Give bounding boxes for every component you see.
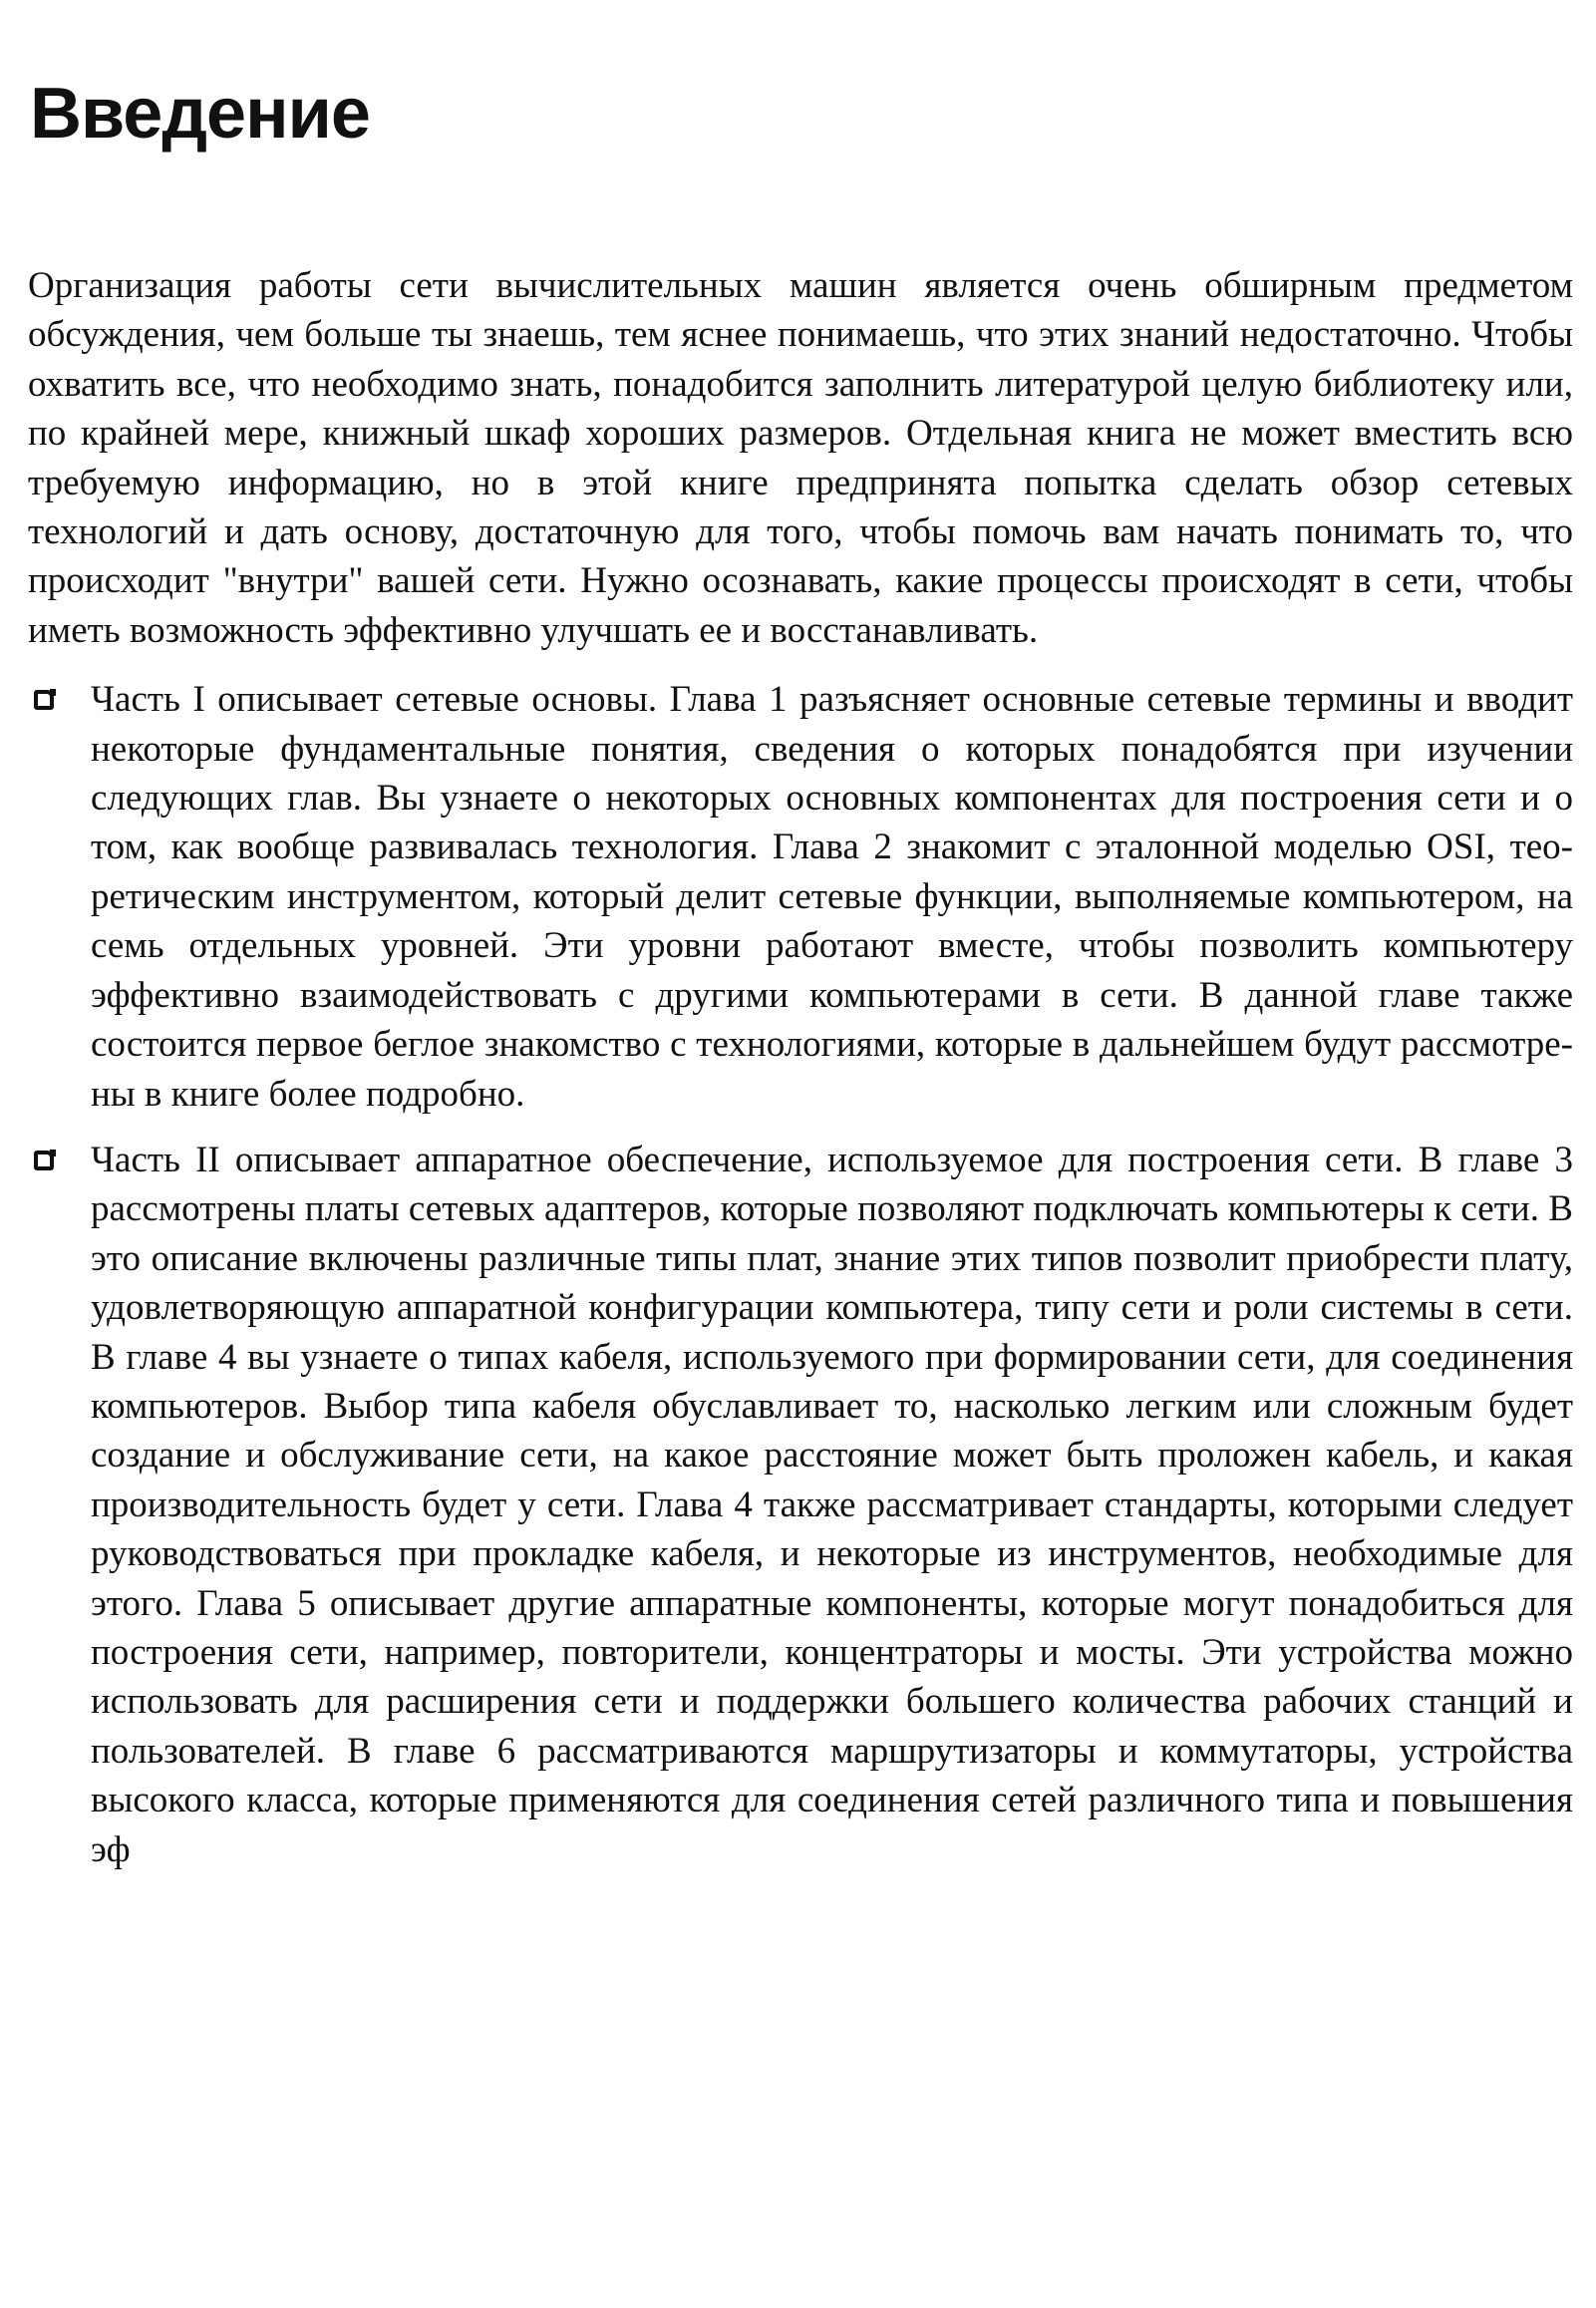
bullet-text: Часть II описывает аппаратное обеспечение, используемое для построения сети. В главе 3 рассмотрены платы сетевых адаптеров, которые позволяют подключать компьютеры к сети. В это описание включены различные типы плат, знание этих типов позволит приобрести плату, удовлетворяющую аппаратной конфигурации компьютера, типу сети и роли системы в сети. В главе 4 вы узнаете о типах кабеля, используемого при формировании сети, для соединения компьютеров. Выбор типа кабеля обуславливает то, насколько легким или сложным будет создание и обслуживание сети, на какое расстояние может быть проложен кабель, и какая производительность будет у сети. Глава 4 также рассматривает стандарты, которыми следует руководствоваться при прокладке кабеля, и некоторые из инструментов, необходимые для этого. Глава 5 описывает другие аппаратные компоненты, которые могут понадобиться для построения сети, например, повторители, концентраторы и мосты. Эти устройства можно использовать для расширения сети и поддержки большего количества рабочих станций и пользователей. В главе 6 рассматриваются маршрутизаторы и коммутаторы, устройства высокого класса, которые применяются для соединения сетей различного типа и повышения эф (91, 1139, 1573, 1870)
checkbox-bullet-icon (34, 1151, 54, 1170)
checkbox-bullet-icon (34, 690, 54, 710)
page-body (28, 261, 1573, 1874)
bullet-item-part-2 (28, 1136, 1573, 1874)
book-page (28, 0, 1573, 2308)
intro-paragraph: Организация работы сети вычислительных машин является очень обширным предметом обсуждения, чем больше ты знаешь, тем яснее понимаешь, что этих знаний недостаточно. Чтобы охватить все, что необходимо знать, понадобится заполнить литературой целую библиотеку или, по крайней мере, книжный шкаф хороших размеров. Отдельная книга не может вместить всю требуемую информацию, но в этой книге предпринята попытка сделать обзор сетевых технологий и дать основу, достаточную для того, чтобы помочь вам начать понимать то, что происходит "внутри" вашей сети. Нужно осознавать, какие процессы происходят в сети, чтобы иметь возможность эффективно улучшать ее и восстанавливать. (28, 265, 1573, 651)
bullet-item-part-1 (28, 675, 1573, 1119)
bullet-text: Часть I описывает сетевые основы. Глава 1 разъясняет основные сетевые термины и вводит некоторые фундаментальные понятия, сведения о которых понадобятся при изучении следующих глав. Вы узнаете о некоторых основных компонентах для построения сети и о том, как вообще развивалась технология. Глава 2 знакомит с эталонной моделью OSI, теоретическим инструментом, который делит сетевые функции, выполняемые компьютером, на семь отдельных уровней. Эти уровни работают вместе, чтобы позволить компьютеру эффективно взаимодействовать с другими компьютерами в сети. В данной главе также состоится первое беглое знакомство с технологиями, которые в дальнейшем будут рассмотрены в книге более подробно. (91, 679, 1573, 1115)
page-title: Введение (30, 74, 370, 154)
